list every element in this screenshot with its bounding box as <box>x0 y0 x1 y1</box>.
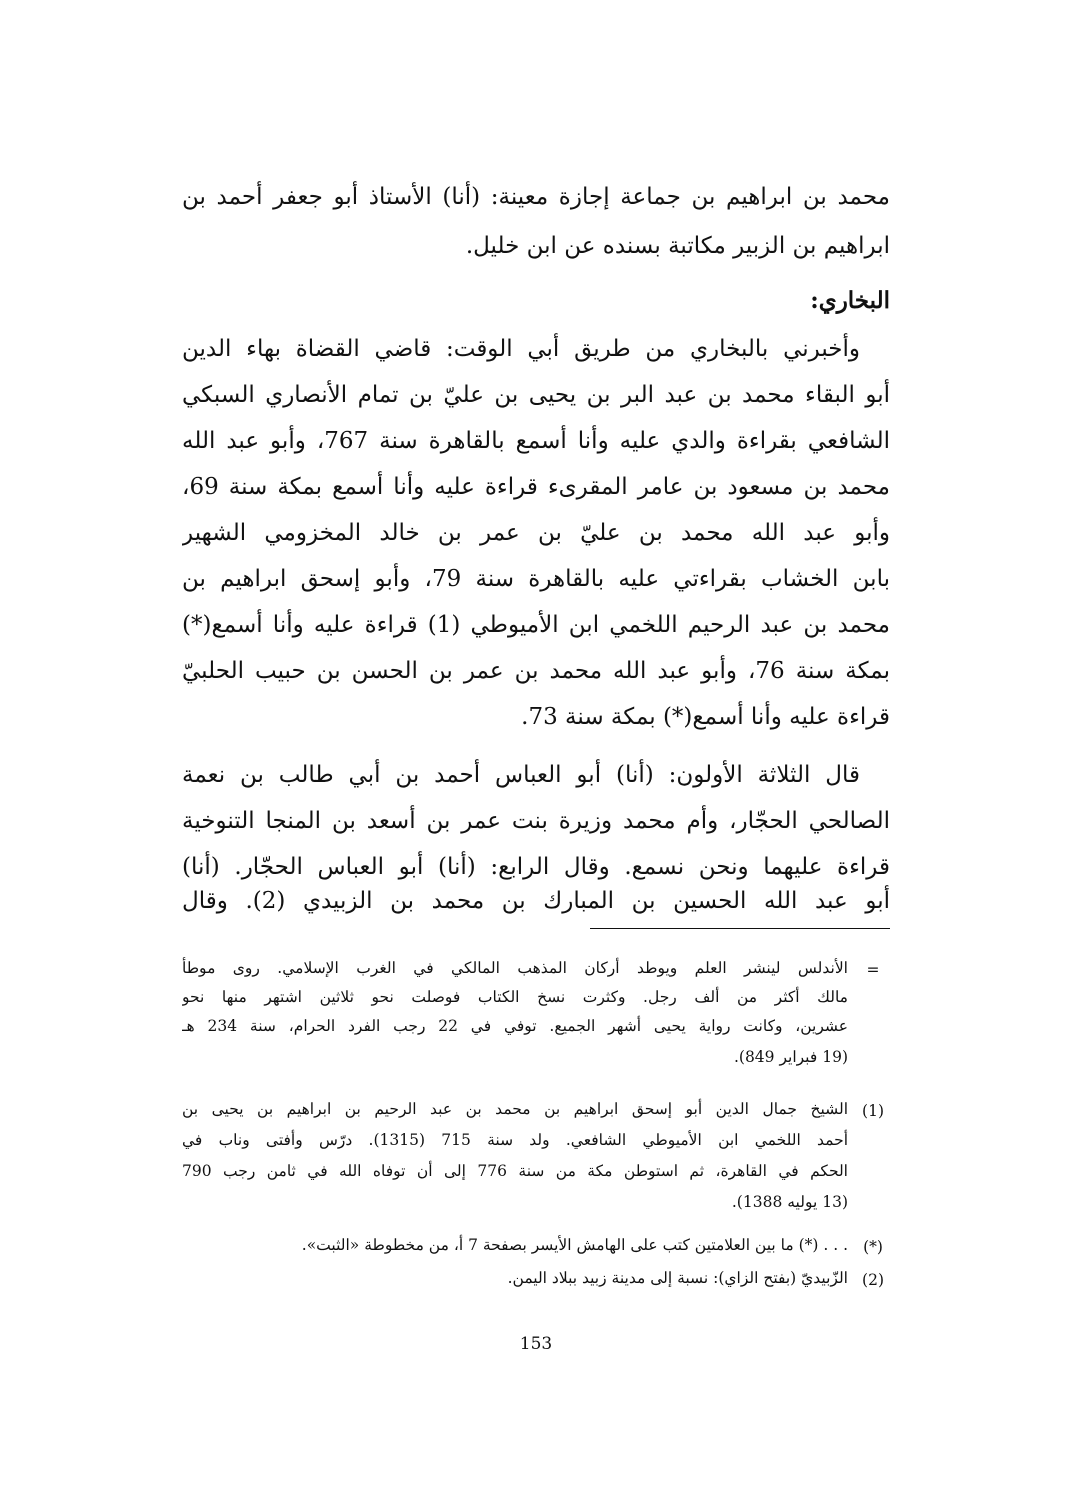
body-line: بابن الخشاب بقراءتي عليه بالقاهرة سنة 79، وأبو إسحق ابراهيم بن <box>182 566 890 592</box>
footnote-line: الشيخ جمال الدين أبو إسحق ابراهيم بن محمد بن عبد الرحيم بن ابراهيم بن يحيى بن <box>182 1100 848 1118</box>
footnote-separator <box>590 928 890 929</box>
page-number: 153 <box>519 1334 553 1354</box>
body-line: وأبو عبد الله محمد بن عليّ بن عمر بن خالد المخزومي الشهير <box>182 520 890 546</box>
body-line: محمد بن مسعود بن عامر المقرىء قراءة عليه وأنا أسمع بمكة سنة 69، <box>182 474 890 500</box>
footnote-line: عشرين، وكانت رواية يحيى أشهر الجميع. توفي في 22 رجب الفرد الحرام، سنة 234 هـ <box>182 1017 848 1035</box>
body-line: ابراهيم بن الزبير مكاتبة بسنده عن ابن خليل. <box>465 233 890 259</box>
body-line: أبو عبد الله الحسين بن المبارك بن محمد بن الزبيدي (2). وقال <box>182 888 890 914</box>
body-line: بمكة سنة 76، وأبو عبد الله محمد بن عمر بن الحسن بن حبيب الحلبيّ <box>182 658 890 684</box>
footnote-line: الزّبيديّ (بفتح الزاي): نسبة إلى مدينة زبيد ببلاد اليمن. <box>507 1269 848 1287</box>
footnote-line: . . . (*) ما بين العلامتين كتب على الهامش الأيسر بصفحة 7 أ، من مخطوطة «الثبت». <box>301 1236 848 1254</box>
section-heading: البخاري: <box>810 287 890 314</box>
body-line: قال الثلاثة الأولون: (أنا) أبو العباس أحمد بن أبي طالب بن نعمة <box>182 762 860 788</box>
footnote-line: الأندلس لينشر العلم ويوطد أركان المذهب المالكي في الغرب الإسلامي. روى موطأ <box>182 959 848 977</box>
body-line: قراءة عليهما ونحن نسمع. وقال الرابع: (أنا) أبو العباس الحجّار. (أنا) <box>182 854 890 880</box>
footnote-line: (13 يوليه 1388). <box>731 1193 848 1211</box>
body-line: الشافعي بقراءة والدي عليه وأنا أسمع بالقاهرة سنة 767، وأبو عبد الله <box>182 428 890 454</box>
body-line: أبو البقاء محمد بن عبد البر بن يحيى بن عليّ بن تمام الأنصاري السبكي <box>182 382 890 408</box>
body-line: محمد بن عبد الرحيم اللخمي ابن الأميوطي (1) قراءة عليه وأنا أسمع(*) <box>182 612 890 638</box>
body-line: وأخبرني بالبخاري من طريق أبي الوقت: قاضي القضاة بهاء الدين <box>182 336 860 362</box>
footnote-line: مالك أكثر من ألف رجل. وكثرت نسخ الكتاب فوصلت نحو ثلاثين اشتهر منها نحو <box>182 988 848 1006</box>
body-line: محمد بن ابراهيم بن جماعة إجازة معينة: (أنا) الأستاذ أبو جعفر أحمد بن <box>182 184 890 210</box>
body-line: قراءة عليه وأنا أسمع(*) بمكة سنة 73. <box>521 704 890 730</box>
body-line: الصالحي الحجّار، وأم محمد وزيرة بنت عمر بن أسعد بن المنجا التنوخية <box>182 808 890 834</box>
footnote-marker: = <box>866 961 880 979</box>
footnote-marker: (2) <box>862 1271 884 1289</box>
footnote-line: الحكم في القاهرة، ثم استوطن مكة من سنة 776 إلى أن توفاه الله في ثامن رجب 790 <box>182 1162 848 1180</box>
footnote-marker: (*) <box>863 1238 883 1256</box>
footnote-line: (19 فبراير 849). <box>733 1048 848 1066</box>
footnote-marker: (1) <box>862 1102 884 1120</box>
footnote-line: أحمد اللخمي ابن الأميوطي الشافعي. ولد سنة 715 (1315). درّس وأفتى وناب في <box>182 1131 848 1149</box>
